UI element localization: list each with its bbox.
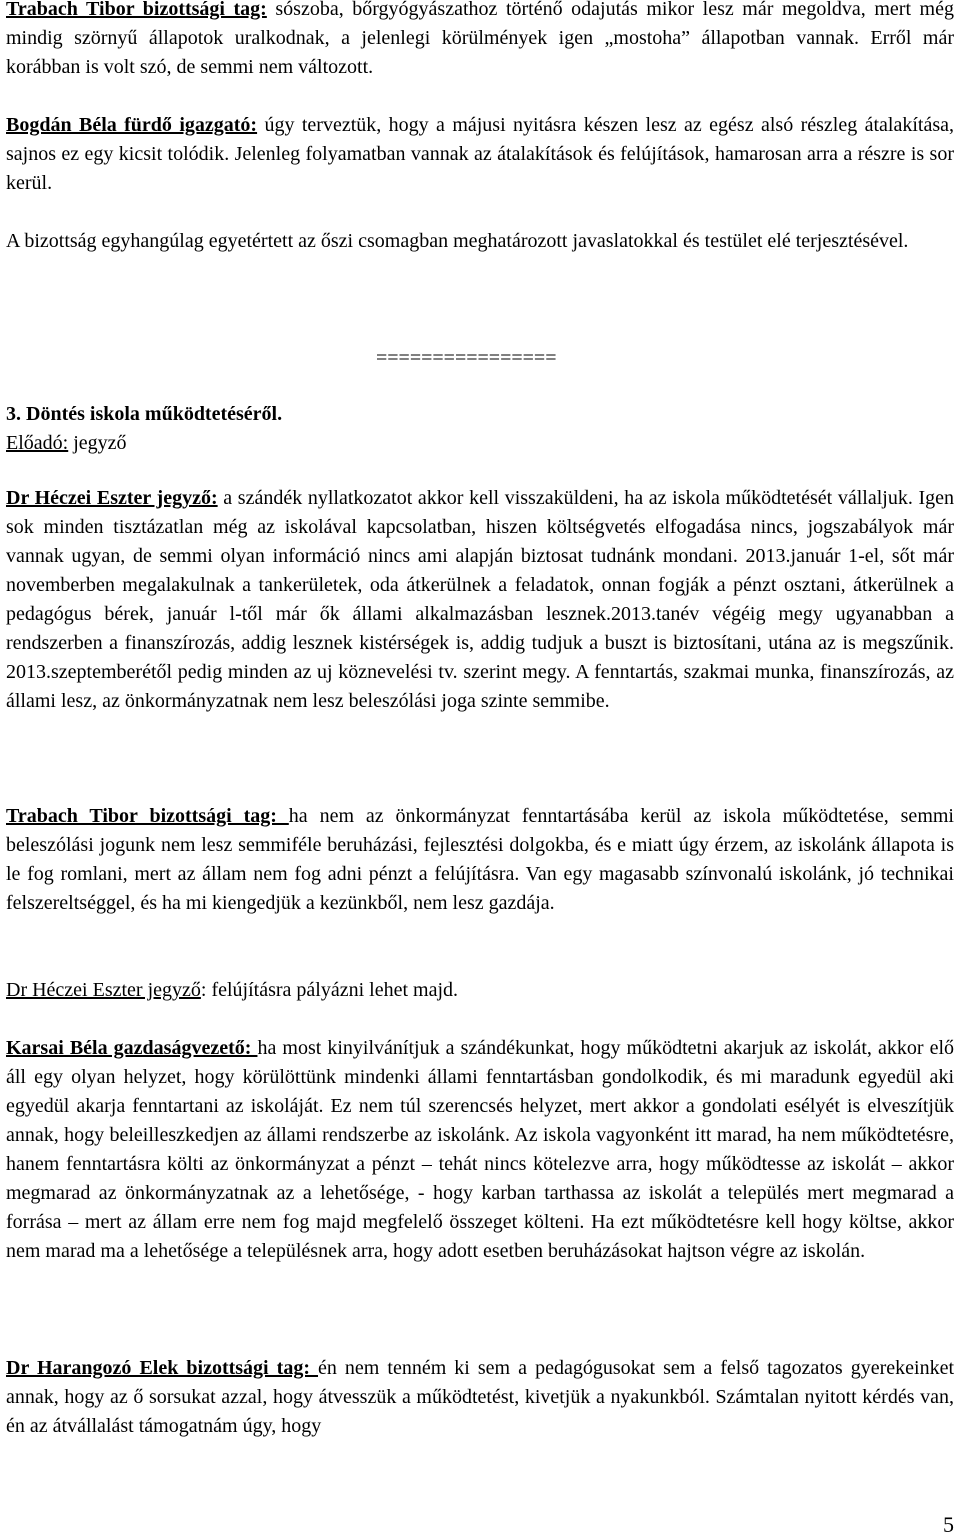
speaker-name: Trabach Tibor bizottsági tag: <box>6 805 289 827</box>
paragraph-text: A bizottság egyhangúlag egyetértett az őszi csomagban meghatározott javaslatokkal és testület elé terjesztésével. <box>6 230 909 252</box>
speaker-name: Bogdán Béla fürdő igazgató: <box>6 114 258 136</box>
section-separator: ================ <box>376 347 557 369</box>
paragraph-text: ha nem az önkormányzat fenntartásába kerül az iskola működtetése, semmi beleszólási jogunk nem lesz semmiféle beruházási, fejlesztési dolgokba, és e miatt úgy érzem, az iskolánk állapota is le fog romlani, mert az állam nem fog adni pénzt a felújításra. Van egy magasabb színvonalú iskolánk, jó technikai felszereltséggel, és ha mi kiengedjük a kezünkből, nem lesz gazdája. <box>6 805 954 914</box>
agenda-heading: 3. Döntés iskola működtetéséről. <box>6 403 283 425</box>
paragraph-karsai <box>6 1034 954 1266</box>
speaker-name: Dr Harangozó Elek bizottsági tag: <box>6 1357 319 1379</box>
paragraph-heczei-2 <box>6 976 954 1005</box>
paragraph-harangozo <box>6 1354 954 1441</box>
paragraph-trabach-2 <box>6 802 954 918</box>
paragraph-text: ha most kinyilvánítjuk a szándékunkat, hogy működtetni akarjuk az iskolát, akkor elő áll egy olyan helyzet, hogy körülöttünk mindenki állami fenntartásban gondolkodik, és mi maradunk egyedül aki egyedül akarja fenntartani az iskoláját. Ez nem túl szerencsés helyzet, mert akkor a gondolati esélyét is elveszítjük annak, hogy beleilleszkedjen az állami rendszerbe az iskolánk. Az iskola vagyonként itt marad, ha nem működtetésre, hanem fenntartásra költi az önkormányzat a pénzt – tehát nincs kötelezve arra, hogy működtesse az iskolát – akkor megmarad az önkormányzatnak az a lehetősége, - hogy karban tarthassa az iskolát a település mert megmarad a forrása – mert az állam erre nem fog majd megfelelő összeget költeni. Ha ezt működtetésre kell hogy költse, akkor nem marad ma a lehetősége a településnek arra, hogy adott esetben beruházásokat hajtson végre az iskolán. <box>6 1037 954 1262</box>
presenter-name: jegyző <box>68 432 127 454</box>
paragraph-text: úgy terveztük, hogy a májusi nyitásra készen lesz az egész alsó részleg átalakítása, sajnos ez egy kicsit tolódik. Jelenleg folyamatban vannak az átalakítások és felújítások, hamarosan arra a részre is sor kerül. <box>6 114 954 194</box>
paragraph-committee-decision <box>6 227 954 256</box>
paragraph-text: a szándék nyllatkozatot akkor kell visszaküldeni, ha az iskola működtetését vállaljuk. Igen sok minden tisztázatlan még az iskolával kapcsolatban, hiszen költségvetés elfogadása nincs, jogszabályok már vannak ugyan, de semmi olyan információ nincs ami alapján biztosat tudnánk mondani. 2013.január 1-el, sőt már novemberben megalakulnak a tankerületek, oda átkerülnek a feladatok, onnan fogják a pénzt osztani, átkerülnek a pedagógus bérek, január l-től már ők állami alkalmazásban lesznek.2013.tanév végéig megy ugyanabban a rendszerben a finanszírozás, addig lesznek kistérségek is, addig tudjuk a buszt is biztosítani, utána az is megszűnik. 2013.szeptemberétől pedig minden az uj köznevelési tv. szerint megy. A fenntartás, szakmai munka, finanszírozás, az állami lesz, az önkormányzatnak nem lesz beleszólási joga szinte semmibe. <box>6 487 954 712</box>
presenter-label: Előadó: <box>6 432 69 454</box>
agenda-presenter <box>6 428 954 458</box>
paragraph-trabach-1 <box>6 0 954 82</box>
speaker-name: Dr Héczei Eszter jegyző <box>6 979 201 1001</box>
paragraph-text: sószoba, bőrgyógyászathoz történő odajutás mikor lesz már megoldva, mert még mindig szörnyű állapotok uralkodnak, a jelenlegi körülmények igen „mostoha” állapotban vannak. Erről már korábban is volt szó, de semmi nem változott. <box>6 0 954 78</box>
paragraph-text: én nem tenném ki sem a pedagógusokat sem a felső tagozatos gyerekeinket annak, hogy az ő sorsukat azzal, hogy átvesszük a működtetést, kivetjük a nyakunkból. Számtalan nyitott kérdés van, én az átvállalást támogatnám úgy, hogy <box>6 1357 955 1437</box>
paragraph-heczei-1 <box>6 484 954 716</box>
speaker-name: Dr Héczei Eszter jegyző: <box>6 487 218 509</box>
speaker-name: Karsai Béla gazdaságvezető: <box>6 1037 258 1059</box>
paragraph-bogdan <box>6 111 954 198</box>
paragraph-text: : felújításra pályázni lehet majd. <box>200 979 459 1001</box>
page-number: 5 <box>943 1512 954 1537</box>
speaker-name: Trabach Tibor bizottsági tag: <box>6 0 267 20</box>
